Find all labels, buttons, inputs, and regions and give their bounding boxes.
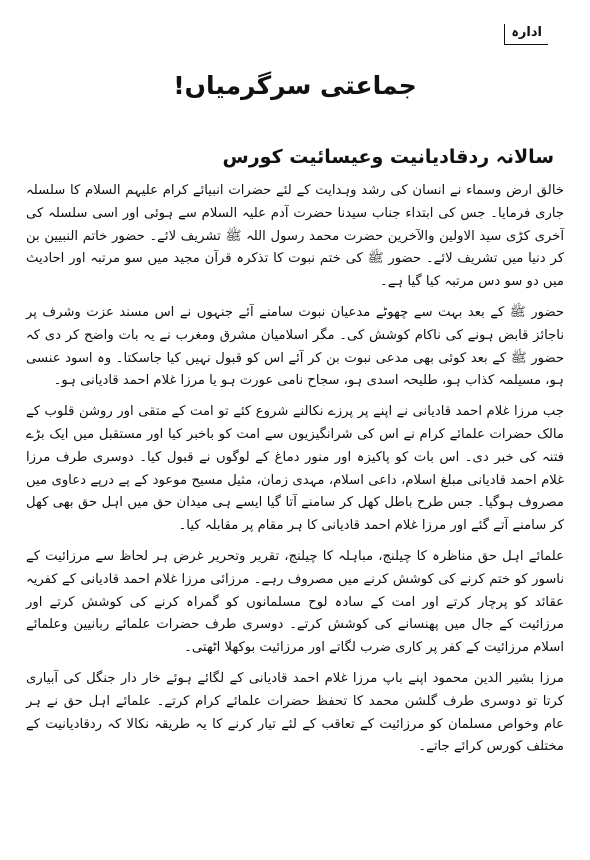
paragraph: جب مرزا غلام احمد قادیانی نے اپنے پر پرزے نکالنے شروع کئے تو امت کے متقی اور روشن قلوب کے مالک حضرات علمائے کرام نے اس کی شرانگیزیوں سے امت کو باخبر کیا اور مستقبل میں ایک بڑے فتنہ کی خبر دی۔ اس بات کو پاکیزہ اور منور دماغ کے لوگوں نے قبول کیا۔ دوسری طرف مرزا غلام احمد قادیانی مبلغ اسلام، داعی اسلام، مہدی زمان، مثیل مسیح موعود کے پے درپے دعاوی میں مصروف ہوگیا۔ جس طرح باطل کھل کر سامنے آتا گیا ایسے ہی میدان حق میں اہل حق بھی کھل کر سامنے آتے گئے اور مرزا غلام احمد قادیانی کا ہر مقام پر مقابلہ کیا۔ — [26, 404, 564, 534]
article-body — [26, 180, 564, 767]
paragraph: خالق ارض وسماء نے انسان کی رشد وہدایت کے لئے حضرات انبیائے کرام علیہم السلام کا سلسلہ جاری فرمایا۔ جس کی ابتداء جناب سیدنا حضرت آدم علیہ السلام سے ہوئی اور اسی سلسلہ کی آخری کڑی سید الاولین والآخرین حضرت محمد رسول اللہ ﷺ تشریف لائے۔ حضور خاتم النبیین بن کر دنیا میں تشریف لائے۔ حضور ﷺ کی ختم نبوت کا تذکرہ قرآن مجید میں سو مرتبہ اور احادیث میں دو سو دس مرتبہ کیا گیا ہے۔ — [26, 183, 564, 290]
section-tag: ادارہ — [504, 24, 548, 45]
paragraph: حضور ﷺ کے بعد بہت سے چھوٹے مدعیان نبوت سامنے آئے جنہوں نے اس مسند عزت وشرف پر ناجائز قابض ہونے کی ناکام کوشش کی۔ مگر اسلامیان مشرق ومغرب نے یہ بات واضح کر دی کہ حضور ﷺ کے بعد کوئی بھی مدعی نبوت بن کر آئے اس کو قبول نہیں کیا جاسکتا۔ وہ اسود عنسی ہو، مسیلمہ کذاب ہو، طلیحہ اسدی ہو، سجاح نامی عورت ہو یا مرزا غلام احمد قادیانی ہو۔ — [26, 304, 564, 389]
page-title: جماعتی سرگرمیاں! — [173, 71, 417, 100]
paragraph: علمائے اہل حق مناظرہ کا چیلنج، مباہلہ کا چیلنج، تقریر وتحریر غرض ہر لحاظ سے مرزائیت کے ناسور کو ختم کرنے کی کوشش کرنے میں مصروف رہے۔ مرزائی مرزا غلام احمد قادیانی کے کفریہ عقائد کو پرچار کرتے اور امت کے سادہ لوح مسلمانوں کو گمراہ کرنے کی کوشش کرتے اور مرزائیت کے جال میں پھنسانے کی کوشش کرتے۔ دوسری طرف حضرات علمائے ربانیین وعلمائے اسلام مرزائیت کے کفر پر کاری ضرب لگاتے اور مرزائیت بوکھلا اٹھتی۔ — [26, 548, 564, 656]
paragraph: مرزا بشیر الدین محمود اپنے باپ مرزا غلام احمد قادیانی کے لگائے ہوئے خار دار جنگل کی آبیاری کرتا تو دوسری طرف گلشن محمد کا تحفظ حضرات علمائے کرام کرتے۔ علمائے اہل حق نے ہر عام وخواص مسلمان کو مرزائیت کے تعاقب کے لئے تیار کرنے کا یہ طریقہ نکالا کہ ردقادیانیت کے مختلف کورس کرائے جاتے۔ — [26, 670, 564, 755]
section-heading: سالانہ ردقادیانیت وعیسائیت کورس — [222, 146, 554, 168]
